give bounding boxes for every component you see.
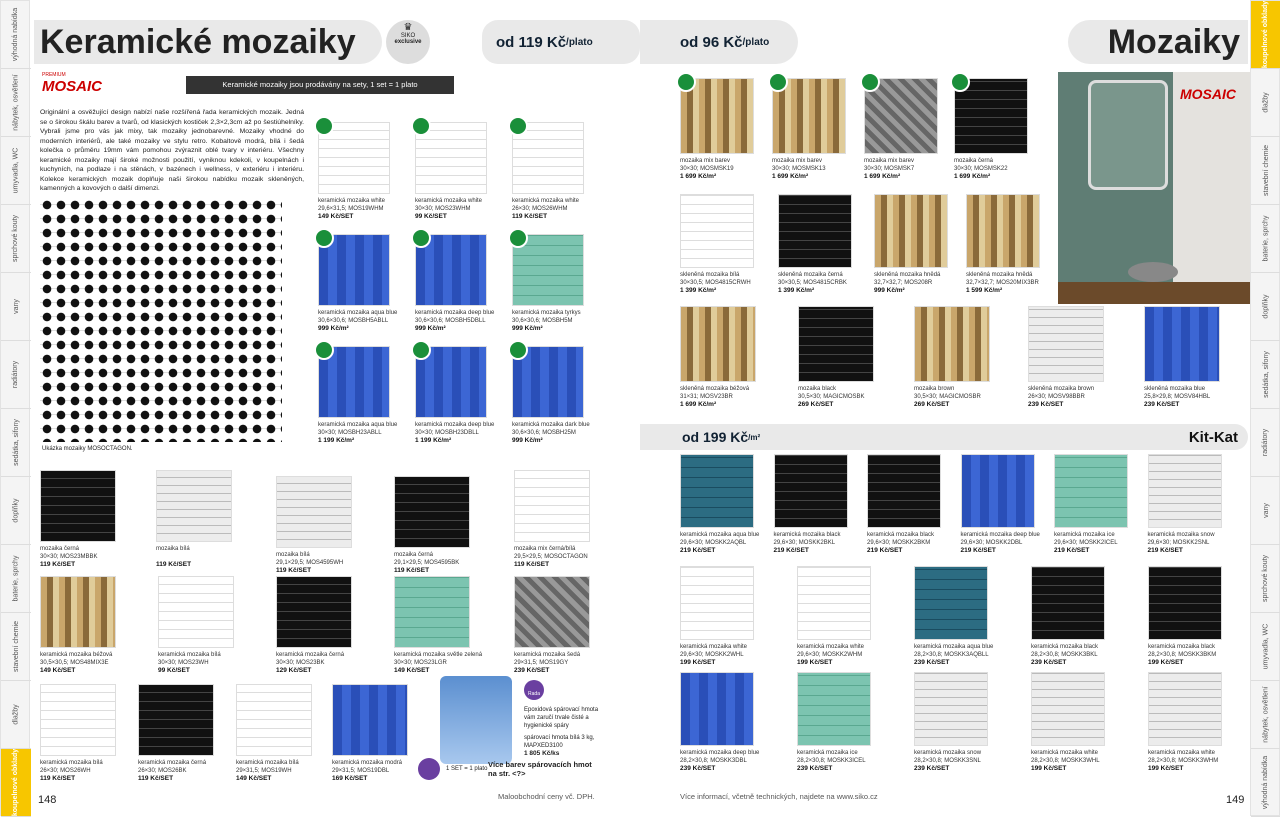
product-price: 99 Kč/SET bbox=[415, 213, 447, 220]
sidebar-tab-label: koupelnové obklady bbox=[12, 748, 20, 817]
product-dims: 30×30; MOS23BK bbox=[276, 660, 325, 666]
sidebar-tab-label: výhodná nabídka bbox=[12, 7, 20, 62]
product-tile[interactable] bbox=[1054, 454, 1128, 528]
product-dims: 30×30; MOSMSK7 bbox=[864, 166, 915, 172]
product-tile[interactable] bbox=[867, 454, 941, 528]
product-dims: 28,2×30,8; MOSKK3AQBLL bbox=[914, 652, 989, 658]
rada-icon-2 bbox=[418, 758, 440, 780]
product-tile[interactable] bbox=[276, 576, 352, 648]
product-price: 1 699 Kč/m² bbox=[772, 173, 809, 180]
product-name: keramická mozaika black bbox=[1031, 644, 1099, 650]
product-tile[interactable] bbox=[40, 470, 116, 542]
product-tile[interactable] bbox=[158, 576, 234, 648]
product-price: 119 Kč/SET bbox=[394, 567, 430, 574]
product-name: skleněná mozaika brown bbox=[1028, 386, 1095, 392]
sidebar-tab-label: dlažby bbox=[12, 704, 20, 725]
product-tile[interactable] bbox=[1028, 306, 1104, 382]
product-name: keramická mozaika bílá bbox=[236, 760, 299, 766]
title-pill-left bbox=[34, 20, 382, 64]
product-name: keramická mozaika aqua blue bbox=[318, 310, 398, 316]
product-name: keramická mozaika snow bbox=[1147, 532, 1215, 538]
sidebar-tab-label: sprchové kouty bbox=[12, 214, 20, 263]
sidebar-tab-label: sedátka, sifony bbox=[1262, 351, 1270, 398]
product-price: 239 Kč/SET bbox=[1028, 401, 1064, 408]
product-price: 199 Kč/SET bbox=[1148, 659, 1184, 666]
sidebar-tab-label: vany bbox=[1262, 503, 1270, 518]
title-pill-right bbox=[1068, 20, 1248, 64]
price-from: od 96 Kč bbox=[680, 33, 743, 51]
product-price: 269 Kč/SET bbox=[914, 401, 950, 408]
product-dims: 30,5×30; MAGICMOSBK bbox=[798, 394, 865, 400]
product-dims: 30×30; MOSMSK22 bbox=[954, 166, 1008, 172]
sidebar-tab[interactable] bbox=[1, 613, 31, 681]
siko-exclusive-logo bbox=[386, 20, 430, 64]
product-price: 999 Kč/m² bbox=[512, 325, 543, 332]
product-price: 219 Kč/SET bbox=[773, 547, 809, 554]
mosaic-brand-logo bbox=[42, 72, 102, 95]
sidebar-tab-label: sedátka, sifony bbox=[12, 419, 20, 466]
rada-label: Rada bbox=[528, 691, 540, 697]
sidebar-tab[interactable] bbox=[1251, 137, 1280, 205]
novinka-badge-icon bbox=[411, 340, 431, 360]
product-dims: 29,6×30; MOSKK2ICEL bbox=[1054, 540, 1118, 546]
sidebar-tab-label: doplňky bbox=[1262, 294, 1270, 319]
product-dims: 29,6×30; MOSKK2WHM bbox=[797, 652, 863, 658]
sidebar-tab-label: vany bbox=[12, 299, 20, 314]
product-tile[interactable] bbox=[1148, 454, 1222, 528]
product-price: 1 699 Kč/m² bbox=[680, 173, 717, 180]
novinka-badge-icon bbox=[508, 228, 528, 248]
product-name: keramická mozaika black bbox=[773, 532, 841, 538]
product-dims: 29,6×30; MOSKK2DBL bbox=[960, 540, 1023, 546]
product-price: 199 Kč/SET bbox=[1031, 765, 1067, 772]
product-price: 149 Kč/SET bbox=[40, 667, 76, 674]
grout-price: 1 805 Kč/ks bbox=[524, 750, 560, 757]
kitkat-banner bbox=[640, 424, 1248, 450]
product-dims: 29,1×29,5; MOS4595WH bbox=[276, 560, 344, 566]
product-price: 239 Kč/SET bbox=[914, 659, 950, 666]
sidebar-tab-label: baterie, sprchy bbox=[1262, 215, 1270, 262]
product-tile[interactable] bbox=[1031, 566, 1105, 640]
product-dims: 30×30; MOS23MBBK bbox=[40, 554, 98, 560]
product-dims: 28,2×30,8; MOSKK3BKM bbox=[1148, 652, 1217, 658]
product-name: keramická mozaika black bbox=[867, 532, 935, 538]
sidebar-tab[interactable] bbox=[1251, 273, 1280, 341]
product-price: 219 Kč/SET bbox=[680, 547, 716, 554]
product-name: keramická mozaika black bbox=[1148, 644, 1216, 650]
mirror bbox=[1088, 80, 1168, 190]
product-price: 149 Kč/SET bbox=[236, 775, 272, 782]
product-tile[interactable] bbox=[40, 576, 116, 648]
kitkat-title: Kit-Kat bbox=[1188, 428, 1238, 446]
product-price: 1 199 Kč/m² bbox=[415, 437, 452, 444]
mosaic-brand-logo-right: MOSAIC bbox=[1180, 86, 1236, 102]
product-dims: 32,7×32,7; MOS20MIX3BR bbox=[966, 280, 1039, 286]
brand-name: MOSAIC bbox=[42, 78, 102, 95]
product-name: keramická mozaika aqua blue bbox=[914, 644, 994, 650]
product-tile[interactable] bbox=[680, 194, 754, 268]
novinka-badge-icon bbox=[314, 340, 334, 360]
set-banner: Keramické mozaiky jsou prodávány na sety, 1 set = 1 plato bbox=[186, 76, 454, 94]
product-dims: 29,5×29,5; MOSOCTAGON bbox=[514, 554, 588, 560]
novinka-badge-icon bbox=[860, 72, 880, 92]
product-price: 269 Kč/SET bbox=[798, 401, 834, 408]
product-dims: 30×30; MOSMSK13 bbox=[772, 166, 826, 172]
product-name: keramická mozaika bílá bbox=[158, 652, 221, 658]
product-tile[interactable] bbox=[774, 454, 848, 528]
product-name: mozaika mix barev bbox=[680, 158, 731, 164]
product-name: mozaika bílá bbox=[276, 552, 310, 558]
product-price: 199 Kč/SET bbox=[680, 659, 716, 666]
product-price: 129 Kč/SET bbox=[276, 667, 312, 674]
sample-caption: Ukázka mozaiky MOSOCTAGON. bbox=[42, 446, 133, 452]
product-price: 219 Kč/SET bbox=[1147, 547, 1183, 554]
product-dims: 30,6×30,6; MOSBH5M bbox=[512, 318, 573, 324]
sidebar-tab-label: sprchové kouty bbox=[1262, 554, 1270, 603]
product-dims: 26×30; MOS26WHM bbox=[512, 206, 568, 212]
product-dims: 29,6×30; MOSKK2BKM bbox=[867, 540, 931, 546]
novinka-badge-icon bbox=[508, 116, 528, 136]
product-price: 219 Kč/SET bbox=[1054, 547, 1090, 554]
product-dims: 30×30; MOS23WHM bbox=[415, 206, 471, 212]
sidebar-tab-label: doplňky bbox=[12, 498, 20, 523]
sidebar-tab[interactable] bbox=[1, 545, 31, 613]
sidebar-tab-label: stavební chemie bbox=[1262, 145, 1270, 196]
product-name: skleněná mozaika černá bbox=[778, 272, 843, 278]
product-dims: 28,2×30,8; MOSKK3DBL bbox=[680, 758, 747, 764]
product-price: 999 Kč/m² bbox=[512, 437, 543, 444]
product-name: keramická mozaika bílá bbox=[40, 760, 103, 766]
novinka-badge-icon bbox=[411, 228, 431, 248]
product-name: keramická mozaika černá bbox=[276, 652, 345, 658]
product-dims: 29×31,5; MOS19DBL bbox=[332, 768, 390, 774]
sidebar-tab[interactable] bbox=[1, 273, 31, 341]
product-tile[interactable] bbox=[394, 576, 470, 648]
product-tile[interactable] bbox=[798, 306, 874, 382]
product-tile[interactable] bbox=[1144, 306, 1220, 382]
product-name: mozaika bílá bbox=[156, 546, 190, 552]
sidebar-tab-label: stavební chemie bbox=[12, 621, 20, 672]
product-price: 1 699 Kč/m² bbox=[680, 401, 717, 408]
product-tile[interactable] bbox=[680, 454, 754, 528]
kitkat-price: od 199 Kč bbox=[682, 429, 749, 445]
bathroom-photo bbox=[1058, 72, 1250, 304]
product-name: keramická mozaika white bbox=[415, 198, 483, 204]
product-price: 1 599 Kč/m² bbox=[966, 287, 1003, 294]
grout-bucket-image bbox=[440, 676, 512, 764]
product-tile[interactable] bbox=[236, 684, 312, 756]
sidebar-tab[interactable] bbox=[1, 341, 31, 409]
product-price: 999 Kč/m² bbox=[874, 287, 905, 294]
sidebar-tab[interactable] bbox=[1251, 1, 1280, 69]
page-title: Keramické mozaiky bbox=[40, 22, 356, 61]
product-tile[interactable] bbox=[1148, 672, 1222, 746]
product-dims: 30×30,5; MOS4815CRBK bbox=[778, 280, 847, 286]
product-name: mozaika black bbox=[798, 386, 837, 392]
grout-subtitle: spárovací hmota bílá 3 kg, MAPXED3100 bbox=[524, 735, 595, 749]
product-price: 99 Kč/SET bbox=[158, 667, 190, 674]
price-unit: /plato bbox=[566, 36, 593, 48]
novinka-badge-icon bbox=[768, 72, 788, 92]
product-dims: 30,5×30; MAGICMOSBR bbox=[914, 394, 981, 400]
product-dims: 28,2×30,8; MOSKK3WHM bbox=[1148, 758, 1219, 764]
page-number-left: 148 bbox=[38, 794, 57, 806]
product-tile[interactable] bbox=[680, 306, 756, 382]
product-name: keramická mozaika dark blue bbox=[512, 422, 590, 428]
price-unit: /plato bbox=[742, 36, 770, 48]
product-dims: 28,2×30,8; MOSKK3BKL bbox=[1031, 652, 1098, 658]
product-dims: 26×30; MOSV98BBR bbox=[1028, 394, 1085, 400]
product-name: keramická mozaika tyrkys bbox=[512, 310, 581, 316]
product-tile[interactable] bbox=[961, 454, 1035, 528]
product-name: keramická mozaika white bbox=[318, 198, 386, 204]
product-name: keramická mozaika ice bbox=[797, 750, 858, 756]
product-price: 119 Kč/SET bbox=[138, 775, 174, 782]
novinka-badge-icon bbox=[314, 228, 334, 248]
product-tile[interactable] bbox=[966, 194, 1040, 268]
product-name: mozaika černá bbox=[954, 158, 994, 164]
sidebar-tab[interactable] bbox=[1251, 409, 1280, 477]
product-price: 239 Kč/SET bbox=[914, 765, 950, 772]
product-price: 119 Kč/SET bbox=[276, 567, 312, 574]
product-dims: 30×30; MOSBH23DBLL bbox=[415, 430, 479, 436]
product-tile[interactable] bbox=[680, 566, 754, 640]
novinka-badge-icon bbox=[314, 116, 334, 136]
product-name: keramická mozaika ice bbox=[1054, 532, 1115, 538]
product-dims: 29×31,5; MOS19WH bbox=[236, 768, 292, 774]
product-name: skleněná mozaika blue bbox=[1144, 386, 1206, 392]
product-tile[interactable] bbox=[40, 684, 116, 756]
siko-text: SIKO bbox=[400, 33, 416, 39]
price-from: od 119 Kč bbox=[496, 33, 567, 51]
product-price: 239 Kč/SET bbox=[680, 765, 716, 772]
product-name: keramická mozaika deep blue bbox=[960, 532, 1040, 538]
sidebar-left bbox=[0, 0, 30, 816]
sidebar-tab[interactable] bbox=[1251, 681, 1280, 749]
sidebar-tab[interactable] bbox=[1251, 341, 1280, 409]
octagon-sample-image bbox=[40, 198, 282, 442]
page-number-right: 149 bbox=[1226, 794, 1245, 806]
product-price: 169 Kč/SET bbox=[332, 775, 368, 782]
footer-right: Více informací, včetně technických, najdete na www.siko.cz bbox=[680, 792, 878, 801]
product-price: 149 Kč/SET bbox=[394, 667, 430, 674]
crown-icon: ♛ bbox=[403, 22, 413, 33]
product-tile[interactable] bbox=[797, 672, 871, 746]
product-price: 119 Kč/SET bbox=[40, 561, 76, 568]
product-dims: 29,6×30; MOSKK2AQBL bbox=[680, 540, 747, 546]
rada-icon bbox=[524, 680, 544, 700]
product-name: keramická mozaika šedá bbox=[514, 652, 581, 658]
sidebar-tab[interactable] bbox=[1251, 69, 1280, 137]
product-dims: 30×30; MOS23LGR bbox=[394, 660, 447, 666]
product-dims: 28,2×30,8; MOSKK3WHL bbox=[1031, 758, 1100, 764]
product-tile[interactable] bbox=[138, 684, 214, 756]
product-dims: 29,6×31,5; MOS19WHM bbox=[318, 206, 384, 212]
product-tile[interactable] bbox=[914, 672, 988, 746]
product-tile[interactable] bbox=[514, 576, 590, 648]
product-name: keramická mozaika modrá bbox=[332, 760, 403, 766]
product-price: 1 399 Kč/m² bbox=[778, 287, 815, 294]
price-pill-left bbox=[482, 20, 640, 64]
product-price: 239 Kč/SET bbox=[514, 667, 550, 674]
product-name: skleněná mozaika hnědá bbox=[966, 272, 1033, 278]
product-name: keramická mozaika snow bbox=[914, 750, 982, 756]
product-tile[interactable] bbox=[332, 684, 408, 756]
product-dims: 30,5×30,5; MOS48MIX3E bbox=[40, 660, 109, 666]
sidebar-tab[interactable] bbox=[1, 205, 31, 273]
sidebar-tab[interactable] bbox=[1, 69, 31, 137]
grout-more-link[interactable]: Více barev spárovacích hmot na str. <?> bbox=[488, 760, 592, 778]
product-name: mozaika černá bbox=[394, 552, 434, 558]
product-name: keramická mozaika deep blue bbox=[680, 750, 760, 756]
product-price: 119 Kč/SET bbox=[156, 561, 192, 568]
exclusive-text: exclusive bbox=[394, 39, 422, 45]
sidebar-tab-label: nábytek, osvětlení bbox=[1262, 686, 1270, 743]
product-price: 999 Kč/m² bbox=[318, 325, 349, 332]
product-price: 149 Kč/SET bbox=[318, 213, 354, 220]
product-name: keramická mozaika white bbox=[1148, 750, 1216, 756]
product-tile[interactable] bbox=[914, 566, 988, 640]
product-dims: 32,7×32,7; MOS208R bbox=[874, 280, 933, 286]
product-price: 119 Kč/SET bbox=[512, 213, 548, 220]
product-tile[interactable] bbox=[797, 566, 871, 640]
sidebar-tab-label: výhodná nabídka bbox=[1262, 755, 1270, 810]
product-tile[interactable] bbox=[156, 470, 232, 542]
product-name: skleněná mozaika bílá bbox=[680, 272, 740, 278]
sidebar-tab[interactable] bbox=[1, 1, 31, 69]
grout-title: Epoxidová spárovací hmota vám zaručí trvale čisté a hygienické spáry bbox=[524, 707, 599, 729]
product-price: 1 699 Kč/m² bbox=[954, 173, 991, 180]
product-name: keramická mozaika béžová bbox=[40, 652, 113, 658]
product-dims: 28,2×30,8; MOSKK3ICEL bbox=[797, 758, 866, 764]
product-price: 239 Kč/SET bbox=[1031, 659, 1067, 666]
product-dims: 30,6×30,6; MOSBH5ABLL bbox=[318, 318, 389, 324]
product-price: 1 399 Kč/m² bbox=[680, 287, 717, 294]
set-note: 1 SET = 1 plato bbox=[446, 766, 488, 772]
sidebar-tab-label: dlažby bbox=[1262, 92, 1270, 113]
sidebar-tab-label: umyvadla, WC bbox=[1262, 623, 1270, 670]
product-name: mozaika mix barev bbox=[864, 158, 915, 164]
sidebar-tab[interactable] bbox=[1, 681, 31, 749]
product-tile[interactable] bbox=[276, 476, 352, 548]
product-price: 999 Kč/m² bbox=[415, 325, 446, 332]
product-name: keramická mozaika deep blue bbox=[415, 310, 495, 316]
product-dims: 29,6×30; MOSKK2BKL bbox=[773, 540, 836, 546]
sidebar-tab-label: baterie, sprchy bbox=[12, 555, 20, 602]
product-name: mozaika mix černá/bílá bbox=[514, 546, 576, 552]
product-tile[interactable] bbox=[1148, 566, 1222, 640]
sidebar-tab[interactable] bbox=[1251, 205, 1280, 273]
product-price: 219 Kč/SET bbox=[960, 547, 996, 554]
product-name: skleněná mozaika hnědá bbox=[874, 272, 941, 278]
kitkat-unit: /m² bbox=[748, 432, 761, 442]
price-pill-right bbox=[640, 20, 798, 64]
product-dims: 30×30; MOSBH23ABLL bbox=[318, 430, 382, 436]
product-price: 1 199 Kč/m² bbox=[318, 437, 355, 444]
sidebar-tab-label: radiátory bbox=[12, 360, 20, 389]
product-dims: 29,6×30; MOSKK2WHL bbox=[680, 652, 744, 658]
novinka-badge-icon bbox=[411, 116, 431, 136]
product-name: skleněná mozaika béžová bbox=[680, 386, 750, 392]
product-price: 119 Kč/SET bbox=[514, 561, 550, 568]
product-dims: 26×30; MOS26WH bbox=[40, 768, 91, 774]
sidebar-tab[interactable] bbox=[1, 137, 31, 205]
product-price: 239 Kč/SET bbox=[1144, 401, 1180, 408]
product-dims: 29,6×30; MOSKK2SNL bbox=[1147, 540, 1210, 546]
basin bbox=[1128, 262, 1178, 282]
product-price: 1 699 Kč/m² bbox=[864, 173, 901, 180]
product-tile[interactable] bbox=[914, 306, 990, 382]
novinka-badge-icon bbox=[950, 72, 970, 92]
sidebar-tab[interactable] bbox=[1, 477, 31, 545]
sidebar-right bbox=[1250, 0, 1280, 816]
product-name: keramická mozaika white bbox=[797, 644, 865, 650]
product-dims: 28,2×30,8; MOSKK3SNL bbox=[914, 758, 981, 764]
page-title-right: Mozaiky bbox=[1107, 22, 1240, 61]
product-dims: 30×30,5; MOS4815CRWH bbox=[680, 280, 751, 286]
product-tile[interactable] bbox=[680, 672, 754, 746]
product-dims: 31×31; MOSV23BR bbox=[680, 394, 733, 400]
product-name: keramická mozaika aqua blue bbox=[318, 422, 398, 428]
product-tile[interactable] bbox=[874, 194, 948, 268]
vanity bbox=[1058, 282, 1250, 304]
sidebar-tab-label: umyvadla, WC bbox=[12, 147, 20, 194]
product-name: keramická mozaika aqua blue bbox=[680, 532, 760, 538]
sidebar-tab-label: koupelnové obklady bbox=[1262, 0, 1270, 69]
product-price: 199 Kč/SET bbox=[1148, 765, 1184, 772]
product-name: mozaika mix barev bbox=[772, 158, 823, 164]
sidebar-tab-label: radiátory bbox=[1262, 428, 1270, 457]
product-name: mozaika černá bbox=[40, 546, 80, 552]
footer-left: Maloobchodní ceny vč. DPH. bbox=[498, 792, 595, 801]
product-dims: 30,6×30,6; MOSBH25M bbox=[512, 430, 576, 436]
product-tile[interactable] bbox=[778, 194, 852, 268]
product-tile[interactable] bbox=[394, 476, 470, 548]
brand-premium: PREMIUM bbox=[42, 72, 66, 78]
product-name: keramická mozaika světle zelená bbox=[394, 652, 483, 658]
product-dims: 30×30; MOSMSK19 bbox=[680, 166, 734, 172]
product-price: 219 Kč/SET bbox=[867, 547, 903, 554]
product-name: keramická mozaika deep blue bbox=[415, 422, 495, 428]
product-dims: 29,1×29,5; MOS4595BK bbox=[394, 560, 460, 566]
product-dims: 30,6×30,6; MOSBH5DBLL bbox=[415, 318, 486, 324]
product-name: keramická mozaika černá bbox=[138, 760, 207, 766]
novinka-badge-icon bbox=[508, 340, 528, 360]
sidebar-tab[interactable] bbox=[1, 749, 31, 817]
product-dims: 30×30; MOS23WH bbox=[158, 660, 209, 666]
product-dims: 26×30; MOS26BK bbox=[138, 768, 187, 774]
product-name: keramická mozaika white bbox=[680, 644, 748, 650]
product-tile[interactable] bbox=[1031, 672, 1105, 746]
novinka-badge-icon bbox=[676, 72, 696, 92]
sidebar-tab[interactable] bbox=[1, 409, 31, 477]
product-name: keramická mozaika white bbox=[512, 198, 580, 204]
intro-text: Originální a osvěžující design nabízí naše rozšířená řada keramických mozaik. Jedná se o širokou škálu barev a tvarů, od klasických kostiček 2,3×2,3cm až po šestiúhelníky. Vybrali jsme pro vás jak mixy, tak mozaiky jednobarevné. Mozaiky vhodné do moderních interiérů, ale také mozaiky ve stylu retro. Kobaltově modrá, bílá i šedá kolečka o průměru 19mm vám pomohou zvýraznit oblé tvary v interiéru. Všechny keramické mozaiky mají široké možnosti použití, vyniknou kdekoli, v koupelnách i kuchyních, na podlaze i na stěnách, v bazénech i wellness, v exteriéru i interiéru. Kolekce keramických mozaik doplňuje naši širokou nabídku mozaik skleněných, kamenných a kovových o další dimenzi. bbox=[40, 109, 304, 192]
product-name: keramická mozaika white bbox=[1031, 750, 1099, 756]
product-price: 119 Kč/SET bbox=[40, 775, 76, 782]
product-price: 239 Kč/SET bbox=[797, 765, 833, 772]
product-tile[interactable] bbox=[514, 470, 590, 542]
product-dims: 29×31,5; MOS19GY bbox=[514, 660, 569, 666]
product-price: 199 Kč/SET bbox=[797, 659, 833, 666]
product-dims: 25,8×29,8; MOSV84HBL bbox=[1144, 394, 1211, 400]
sidebar-tab-label: nábytek, osvětlení bbox=[12, 74, 20, 131]
sidebar-tab[interactable] bbox=[1251, 545, 1280, 613]
product-name: mozaika brown bbox=[914, 386, 955, 392]
